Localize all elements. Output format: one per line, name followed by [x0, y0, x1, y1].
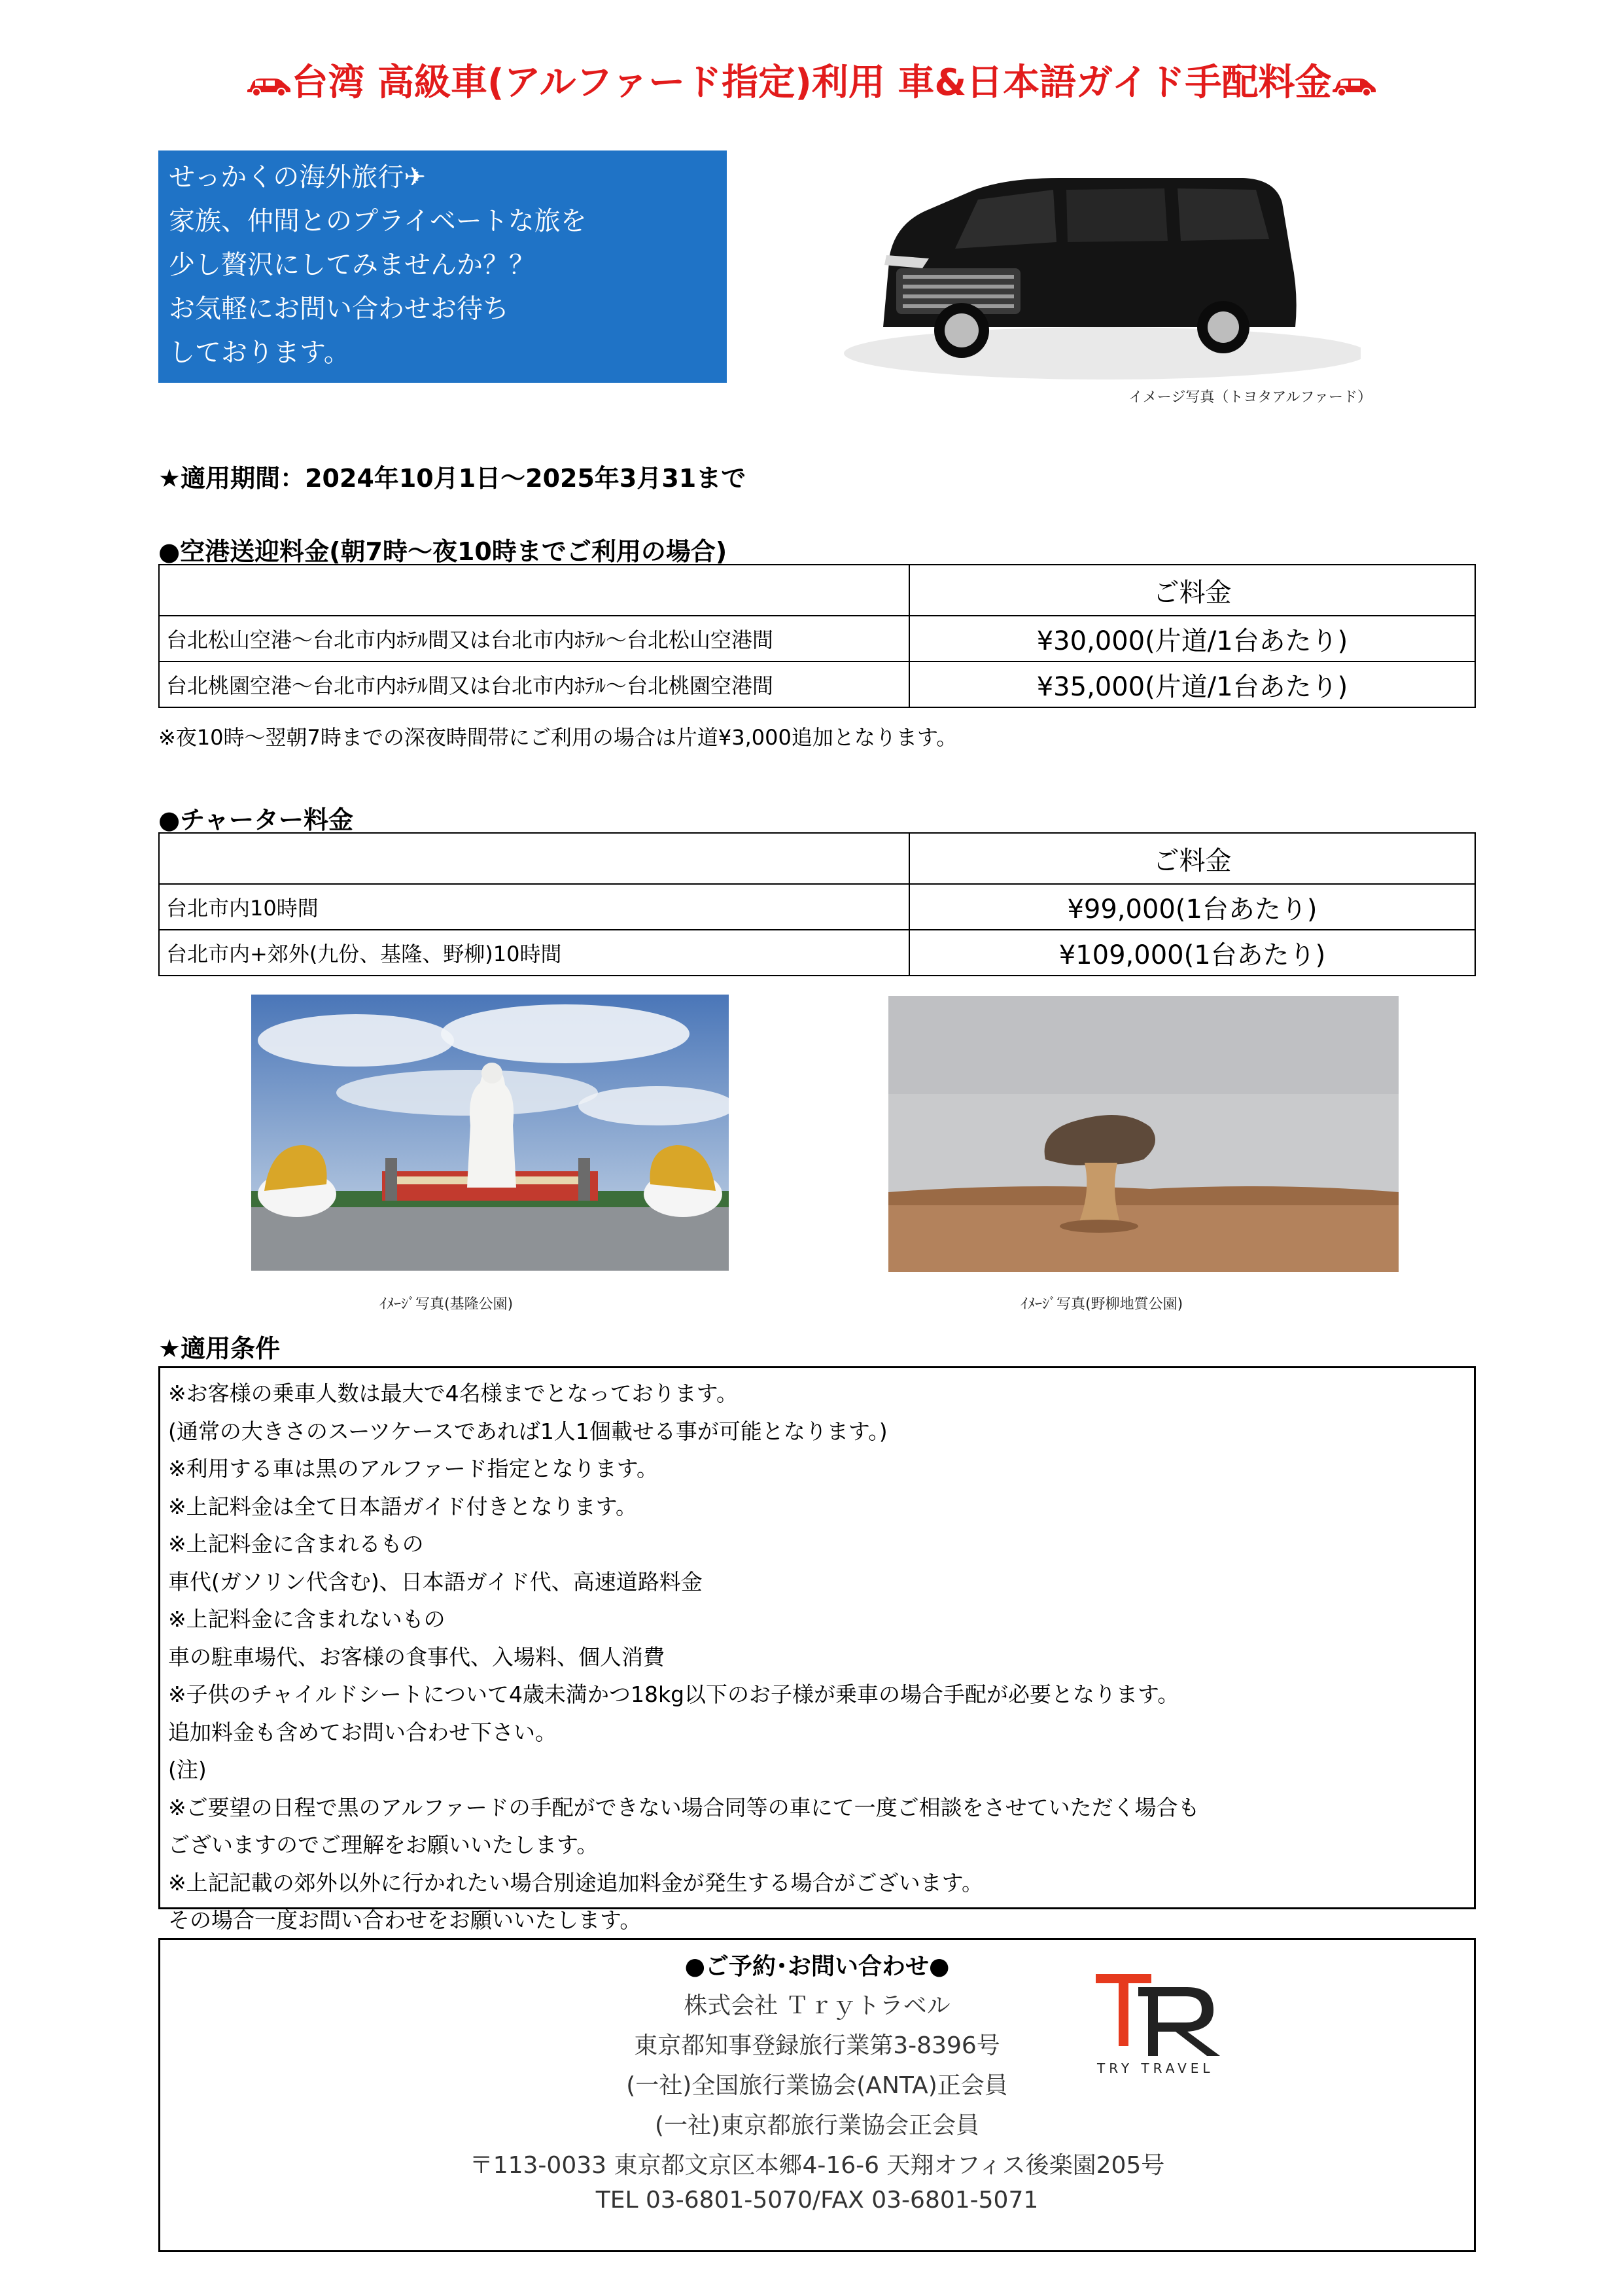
condition-line: (注) [168, 1757, 207, 1782]
condition-line: 車の駐車場代、お客様の食事代、入場料、個人消費 [168, 1644, 665, 1670]
try-travel-logo [1089, 1968, 1233, 2079]
condition-line: 車代(ガソリン代含む)、日本語ガイド代、高速道路料金 [168, 1568, 703, 1595]
fee-cell: ¥30,000(片道/1台あたり) [909, 616, 1475, 662]
table-row [159, 930, 1475, 976]
condition-line: ※利用する車は黒のアルファード指定となります。 [168, 1456, 659, 1481]
route-cell: 台北松山空港～台北市内ﾎﾃﾙ間又は台北市内ﾎﾃﾙ～台北松山空港間 [159, 616, 909, 662]
title-text: 台湾 高級車(アルファード指定)利用 車&日本語ガイド手配料金 [291, 62, 1332, 104]
condition-line: 追加料金も含めてお問い合わせ下さい。 [168, 1719, 557, 1745]
company-name: 株式会社 Ｔｒｙトラベル [684, 1992, 951, 2019]
keelung-caption: ｲﾒｰｼﾞ写真(基隆公園) [379, 1296, 514, 1313]
late-night-note: ※夜10時～翌朝7時までの深夜時間帯にご利用の場合は片道¥3,000追加となります。 [158, 725, 958, 750]
promo-box [158, 150, 727, 383]
license-number: 東京都知事登録旅行業第3-8396号 [634, 2032, 1000, 2059]
logo-text: TRY TRAVEL [1097, 2060, 1214, 2076]
period-text: ★適用期間：2024年10月1日～2025年3月31まで [158, 464, 746, 493]
condition-line: ございますのでご理解をお願いいたします。 [168, 1832, 599, 1858]
car-icon [1331, 72, 1377, 98]
fee-cell: ¥35,000(片道/1台あたり) [909, 662, 1475, 707]
condition-line: その場合一度お問い合わせをお願いいたします。 [168, 1907, 642, 1933]
conditions-box [158, 1366, 1476, 1933]
yehliu-geopark-photo [888, 996, 1399, 1272]
table-row [159, 884, 1475, 930]
condition-line: ※上記料金に含まれるもの [168, 1531, 424, 1557]
charter-price-table [158, 832, 1476, 976]
airport-price-table [158, 564, 1476, 708]
table-row [159, 616, 1475, 662]
tel-fax: TEL 03-6801-5070/FAX 03-6801-5071 [595, 2187, 1039, 2214]
page-title [0, 54, 1623, 106]
fee-header: ご料金 [909, 565, 1475, 616]
charter-heading: ●チャーター料金 [158, 805, 354, 834]
car-icon [246, 72, 292, 98]
keelung-park-photo [251, 995, 729, 1271]
promo-line: 少し贅沢にしてみませんか？？ [169, 250, 535, 280]
fee-cell: ¥109,000(1台あたり) [909, 930, 1475, 976]
condition-line: ※お客様の乗車人数は最大で4名様までとなっております。 [168, 1381, 739, 1406]
route-cell: 台北市内+郊外(九份、基隆、野柳)10時間 [159, 930, 909, 976]
table-row [159, 662, 1475, 707]
car-photo [824, 164, 1361, 386]
condition-line: (通常の大きさのスーツケースであれば1人1個載せる事が可能となります。) [168, 1418, 888, 1444]
fee-cell: ¥99,000(1台あたり) [909, 884, 1475, 930]
condition-line: ※子供のチャイルドシートについて4歳未満かつ18kg以下のお子様が乗車の場合手配が必要となります。 [168, 1682, 1179, 1707]
promo-line: お気軽にお問い合わせお待ち [169, 294, 509, 324]
conditions-heading: ★適用条件 [158, 1334, 281, 1363]
condition-line: ※上記記載の郊外以外に行かれたい場合別途追加料金が発生する場合がございます。 [168, 1869, 984, 1896]
contact-box [158, 1938, 1476, 2252]
route-cell: 台北市内10時間 [159, 884, 909, 930]
condition-line: ※ご要望の日程で黒のアルファードの手配ができない場合同等の車にて一度ご相談をさせていただく場合も [168, 1794, 1200, 1820]
airport-heading: ●空港送迎料金(朝7時～夜10時までご利用の場合) [158, 537, 727, 566]
yehliu-caption: ｲﾒｰｼﾞ写真(野柳地質公園) [1021, 1296, 1183, 1313]
table-header-empty [159, 565, 909, 616]
promo-line: 家族、仲間とのプライベートな旅を [169, 206, 587, 236]
car-photo-caption: イメージ写真（トヨタアルファード） [1128, 389, 1372, 406]
condition-line: ※上記料金に含まれないもの [168, 1606, 445, 1632]
address: 〒113-0033 東京都文京区本郷4-16-6 天翔オフィス後楽園205号 [469, 2152, 1165, 2179]
condition-line: ※上記料金は全て日本語ガイド付きとなります。 [168, 1493, 638, 1519]
promo-line: せっかくの海外旅行✈ [169, 162, 426, 192]
tokyo-association: (一社)東京都旅行業協会正会員 [654, 2112, 980, 2139]
route-cell: 台北桃園空港～台北市内ﾎﾃﾙ間又は台北市内ﾎﾃﾙ～台北桃園空港間 [159, 662, 909, 707]
table-header-empty [159, 833, 909, 884]
tr-logo-icon [1089, 1968, 1233, 2059]
contact-heading: ●ご予約･お問い合わせ● [684, 1953, 950, 1980]
promo-line: しております。 [169, 338, 350, 368]
anta-membership: (一社)全国旅行業協会(ANTA)正会員 [626, 2072, 1008, 2099]
fee-header: ご料金 [909, 833, 1475, 884]
